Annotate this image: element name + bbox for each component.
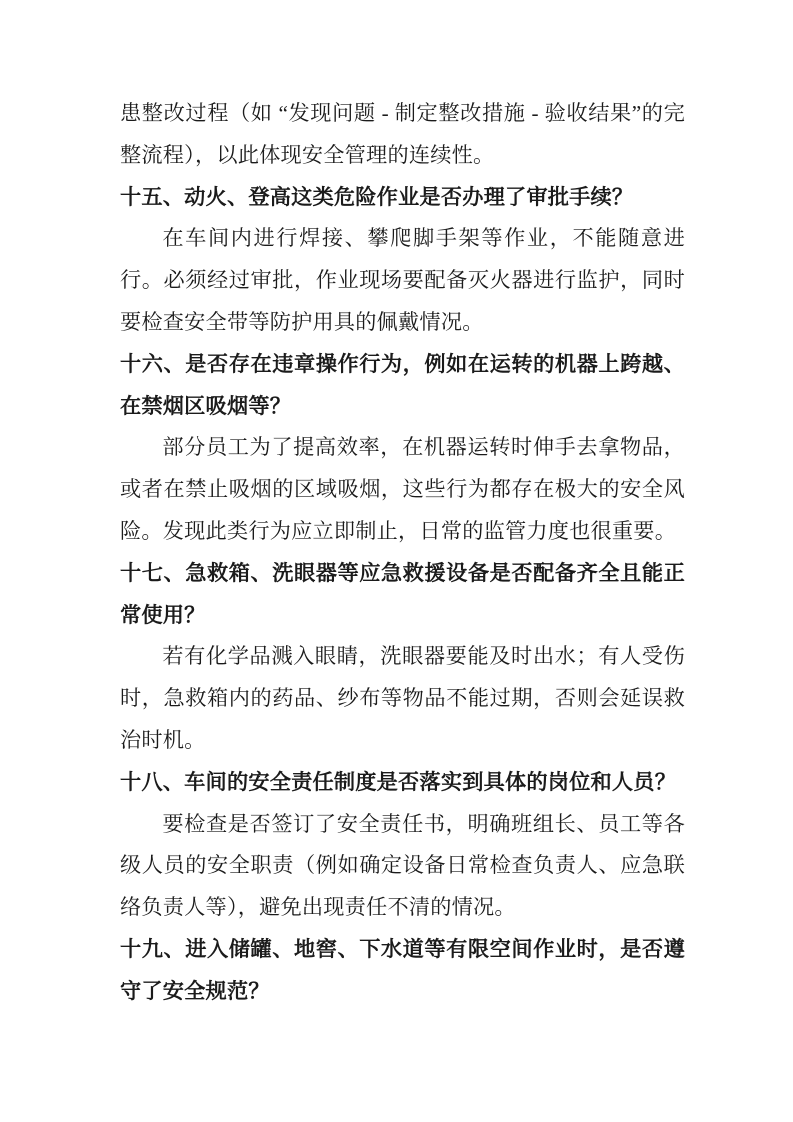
answer-paragraph: 在车间内进行焊接、攀爬脚手架等作业，不能随意进行。必须经过审批，作业现场要配备灭火器进行监护，同时要检查安全带等防护用具的佩戴情况。: [120, 226, 685, 334]
answer-paragraph: 若有化学品溅入眼睛，洗眼器要能及时出水；有人受伤时，急救箱内的药品、纱布等物品不能过期，否则会延误救治时机。: [120, 644, 685, 752]
document-body: [120, 93, 685, 1013]
question-heading: 十七、急救箱、洗眼器等应急救援设备是否配备齐全且能正常使用？: [120, 560, 685, 627]
answer-paragraph: 要检查是否签订了安全责任书，明确班组长、员工等各级人员的安全职责（例如确定设备日常检查负责人、应急联络负责人等），避免出现责任不清的情况。: [120, 811, 685, 920]
answer-paragraph: 部分员工为了提高效率，在机器运转时伸手去拿物品，或者在禁止吸烟的区域吸烟，这些行为都存在极大的安全风险。发现此类行为应立即制止，日常的监管力度也很重要。: [120, 435, 685, 543]
answer-paragraph: 患整改过程（如 “发现问题 - 制定整改措施 - 验收结果”的完整流程），以此体现安全管理的连续性。: [120, 101, 685, 167]
question-heading: 十八、车间的安全责任制度是否落实到具体的岗位和人员？: [120, 769, 677, 794]
question-heading: 十六、是否存在违章操作行为，例如在运转的机器上跨越、在禁烟区吸烟等？: [120, 351, 685, 418]
question-heading: 十五、动火、登高这类危险作业是否办理了审批手续？: [120, 184, 634, 209]
question-heading: 十九、进入储罐、地窖、下水道等有限空间作业时，是否遵守了安全规范？: [120, 936, 685, 1003]
